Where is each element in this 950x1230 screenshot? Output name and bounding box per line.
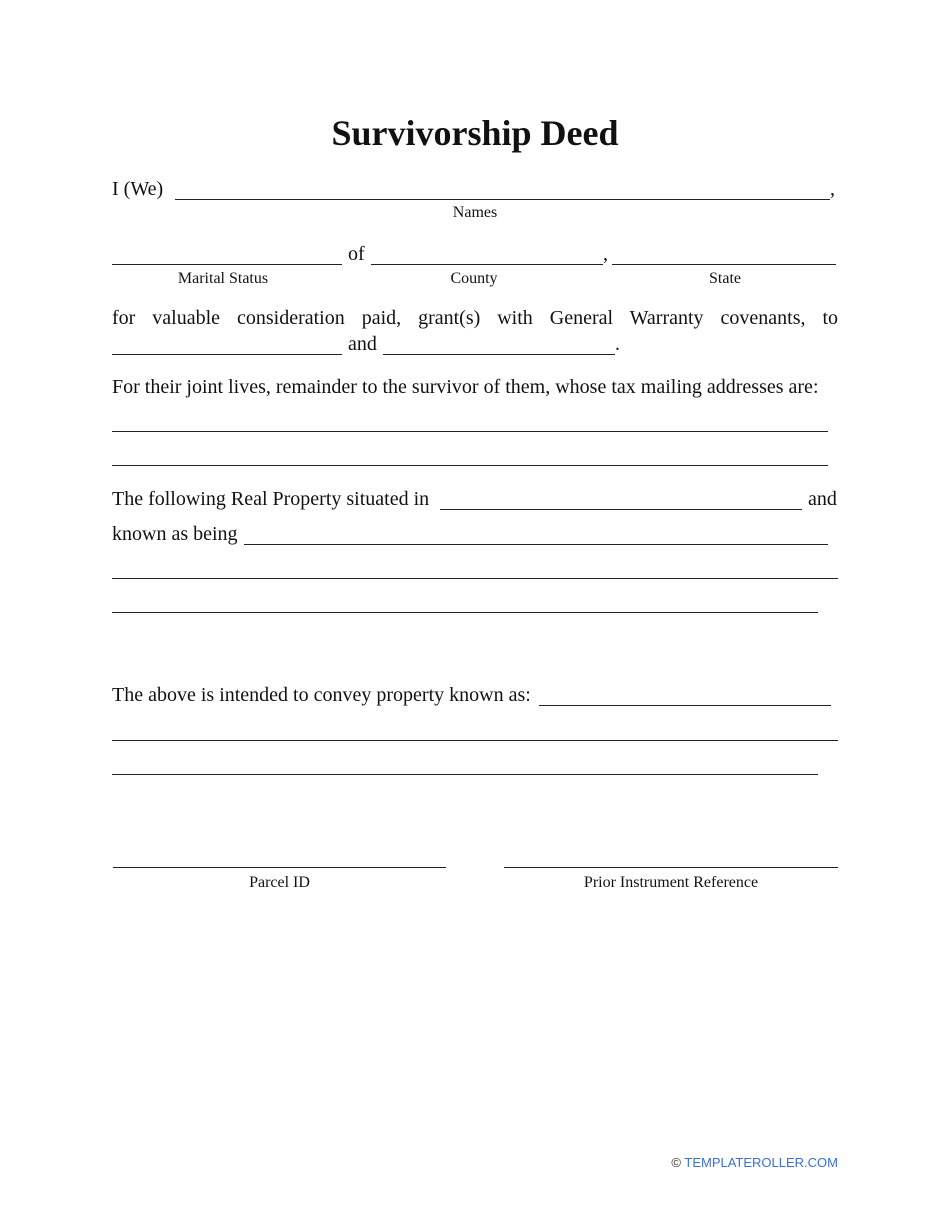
marital-status-label: Marital Status xyxy=(177,270,269,287)
address-field-line-2[interactable] xyxy=(112,465,828,466)
parcel-id-field-line[interactable] xyxy=(113,867,446,868)
of-word: of xyxy=(348,243,365,265)
marital-status-field-line[interactable] xyxy=(112,264,342,265)
convey-field-line-3[interactable] xyxy=(112,774,818,775)
real-property-text: The following Real Property situated in xyxy=(112,488,430,510)
footer-brand-link[interactable]: TEMPLATEROLLER.COM xyxy=(684,1155,838,1170)
names-label: Names xyxy=(452,204,498,221)
convey-field-line[interactable] xyxy=(539,705,831,706)
property-desc-field-line-2[interactable] xyxy=(112,612,818,613)
copyright-symbol: © xyxy=(671,1155,681,1170)
page-title: Survivorship Deed xyxy=(331,113,619,153)
known-as-being-field-line[interactable] xyxy=(244,544,828,545)
county-comma: , xyxy=(603,243,608,265)
known-as-being-text: known as being xyxy=(112,523,238,545)
parcel-id-label: Parcel ID xyxy=(249,874,310,891)
joint-lives-text: For their joint lives, remainder to the survivor of them, whose tax mailing addresses are: xyxy=(112,376,819,398)
grantee-one-field-line[interactable] xyxy=(112,354,342,355)
convey-text: The above is intended to convey property known as: xyxy=(112,684,531,706)
consideration-text: for valuable consideration paid, grant(s) with General Warranty covenants, to xyxy=(112,307,838,329)
county-label: County xyxy=(450,270,498,287)
and-word: and xyxy=(348,333,377,355)
prior-instrument-field-line[interactable] xyxy=(504,867,838,868)
grantor-prefix: I (We) xyxy=(112,178,164,200)
footer-credit xyxy=(671,1155,838,1170)
period: . xyxy=(615,333,620,355)
names-field-line[interactable] xyxy=(175,199,830,200)
state-label: State xyxy=(709,270,741,287)
county-field-line[interactable] xyxy=(371,264,603,265)
address-field-line-1[interactable] xyxy=(112,431,828,432)
and-word-2: and xyxy=(808,488,837,510)
convey-field-line-2[interactable] xyxy=(112,740,838,741)
prior-instrument-label: Prior Instrument Reference xyxy=(583,874,759,891)
situated-in-field-line[interactable] xyxy=(440,509,802,510)
names-comma: , xyxy=(830,178,835,200)
property-desc-field-line-1[interactable] xyxy=(112,578,838,579)
grantee-two-field-line[interactable] xyxy=(383,354,615,355)
state-field-line[interactable] xyxy=(612,264,836,265)
